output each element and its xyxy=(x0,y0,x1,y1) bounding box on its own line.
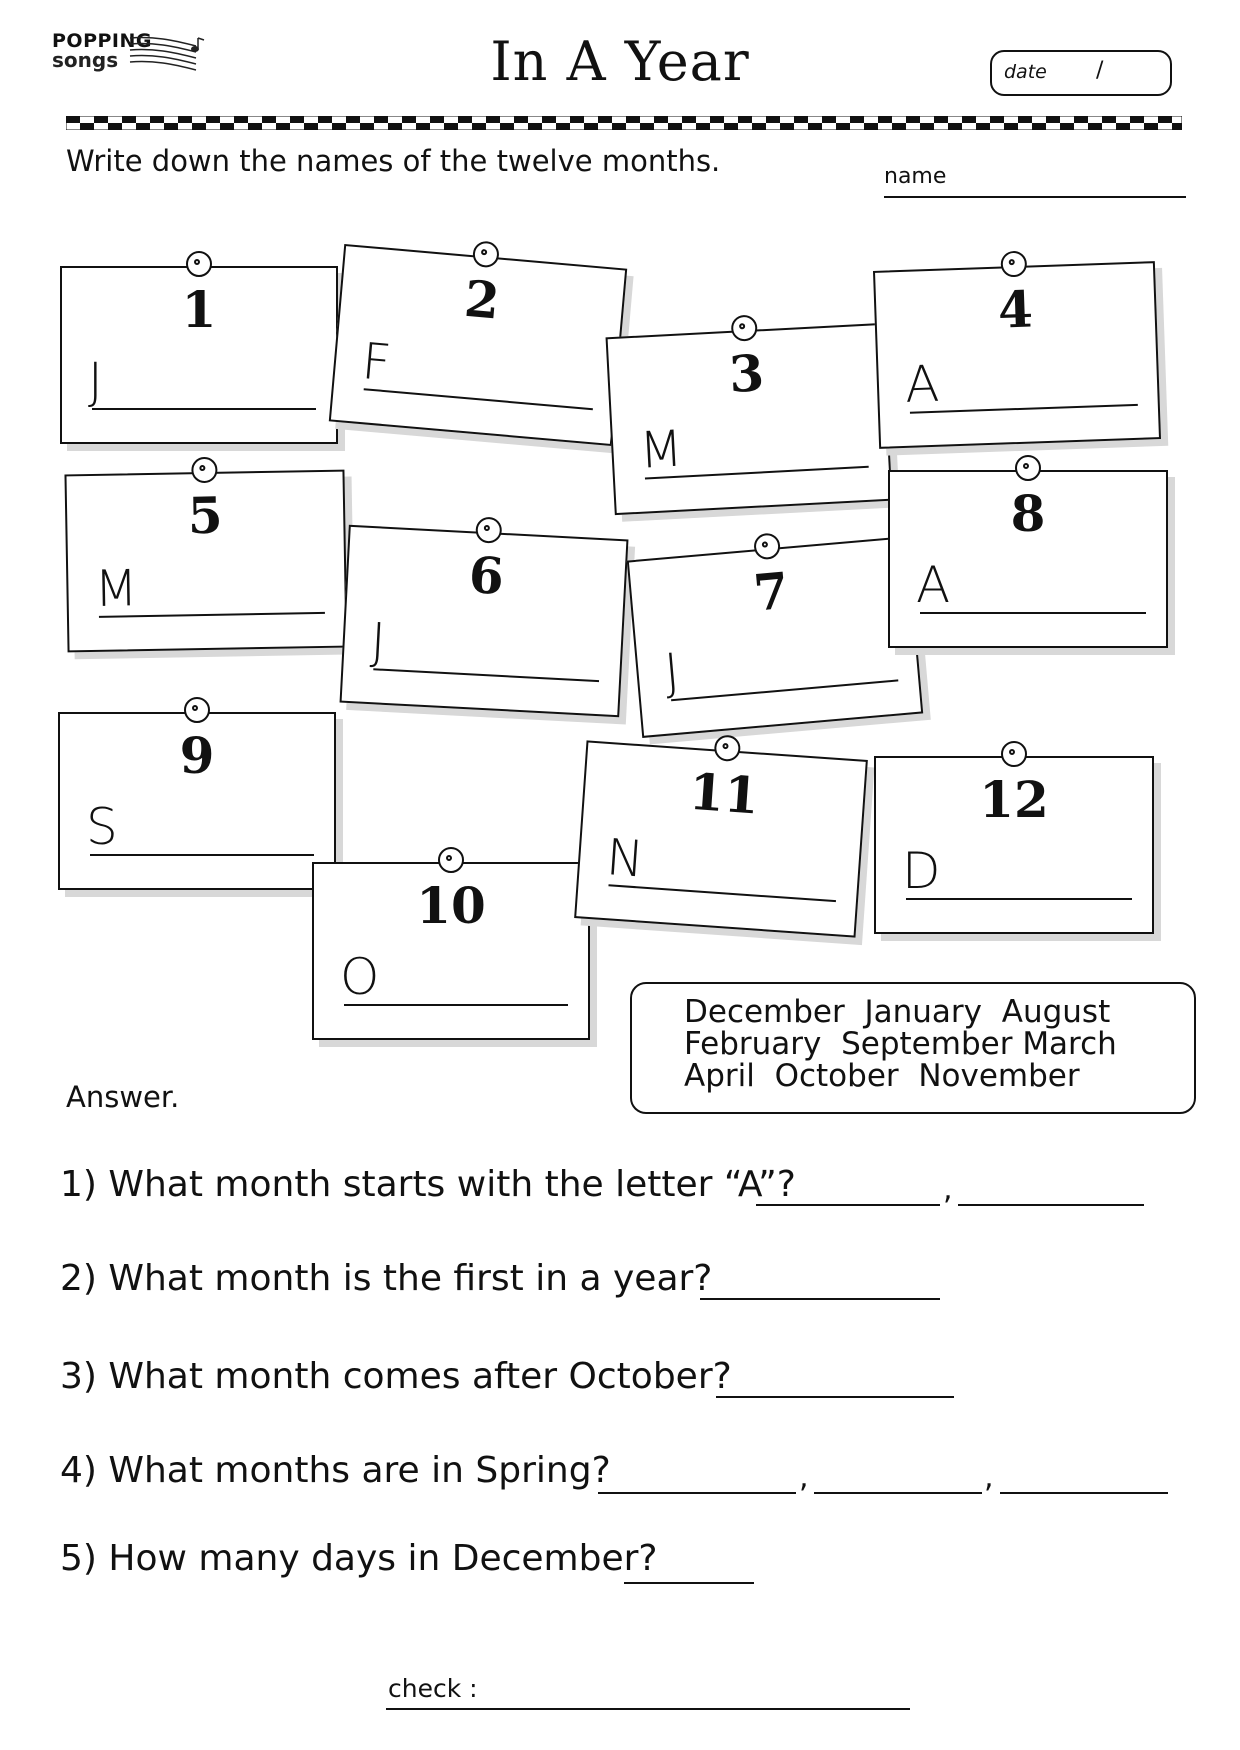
word-february: February xyxy=(684,1026,822,1062)
answer-line-1a[interactable] xyxy=(756,1204,940,1206)
hanger-ring-icon xyxy=(472,240,500,268)
month-card-8 xyxy=(888,470,1168,648)
card-answer-line[interactable] xyxy=(90,854,314,856)
word-september: September xyxy=(841,1026,1013,1062)
card-answer-line[interactable] xyxy=(364,388,593,410)
word-november: November xyxy=(918,1058,1080,1094)
logo-text-popping: POPPING xyxy=(52,30,152,52)
hanger-ring-icon xyxy=(186,251,212,277)
hanger-ring-icon xyxy=(475,516,502,543)
month-card-10 xyxy=(312,862,590,1040)
hanger-ring-icon xyxy=(753,532,781,560)
month-card-9 xyxy=(58,712,336,890)
date-label: date xyxy=(1004,61,1047,83)
answer-line-5[interactable] xyxy=(624,1582,754,1584)
card-answer-line[interactable] xyxy=(920,612,1146,614)
question-2: 2) What month is the first in a year? xyxy=(60,1258,713,1299)
answer-line-2[interactable] xyxy=(700,1298,940,1300)
card-letter: J xyxy=(369,612,388,671)
card-number: 8 xyxy=(1010,484,1046,543)
date-separator: / xyxy=(1096,58,1104,83)
card-number: 6 xyxy=(467,545,506,606)
name-answer-line[interactable] xyxy=(884,196,1186,198)
card-answer-line[interactable] xyxy=(608,884,836,902)
answer-line-1b[interactable] xyxy=(958,1204,1144,1206)
answer-line-3[interactable] xyxy=(716,1396,954,1398)
card-number: 12 xyxy=(979,770,1049,829)
month-card-11 xyxy=(574,740,868,937)
card-number: 9 xyxy=(179,726,215,785)
word-august: August xyxy=(1001,994,1111,1030)
question-3: 3) What month comes after October? xyxy=(60,1356,732,1397)
card-number: 10 xyxy=(416,876,486,935)
month-card-2 xyxy=(329,244,627,446)
answer-line-4b[interactable] xyxy=(814,1492,982,1494)
hanger-ring-icon xyxy=(1015,455,1041,481)
question-1: 1) What month starts with the letter “A”? xyxy=(60,1164,796,1205)
card-number: 5 xyxy=(187,485,224,546)
instruction-text: Write down the names of the twelve months. xyxy=(66,144,721,178)
hanger-ring-icon xyxy=(1001,741,1027,767)
card-letter: N xyxy=(604,828,646,889)
question-5: 5) How many days in December? xyxy=(60,1538,658,1579)
word-march: March xyxy=(1022,1026,1117,1062)
card-letter: S xyxy=(86,798,118,856)
answer-line-4a[interactable] xyxy=(598,1492,796,1494)
word-bank-row-3 xyxy=(684,1058,1080,1094)
card-letter: A xyxy=(916,556,951,614)
word-december: December xyxy=(684,994,845,1030)
card-answer-line[interactable] xyxy=(906,898,1132,900)
card-letter: J xyxy=(662,642,682,702)
word-bank-row-1 xyxy=(684,994,1110,1030)
month-card-12 xyxy=(874,756,1154,934)
card-letter: M xyxy=(93,559,139,618)
comma-separator: , xyxy=(943,1172,953,1207)
card-answer-line[interactable] xyxy=(671,679,898,701)
card-number: 7 xyxy=(751,560,791,623)
month-card-7 xyxy=(627,536,923,738)
card-letter: O xyxy=(340,948,380,1006)
word-april: April xyxy=(684,1058,755,1094)
hanger-ring-icon xyxy=(191,457,217,483)
word-january: January xyxy=(864,994,983,1030)
card-answer-line[interactable] xyxy=(344,1004,568,1006)
card-letter: F xyxy=(359,332,394,393)
card-number: 1 xyxy=(181,280,217,339)
checkered-divider xyxy=(66,116,1182,130)
word-bank-row-2 xyxy=(684,1026,1117,1062)
card-number: 4 xyxy=(996,279,1034,340)
month-card-1 xyxy=(60,266,338,444)
comma-separator: , xyxy=(984,1460,994,1495)
card-number: 3 xyxy=(727,343,766,404)
name-label: name xyxy=(884,164,947,189)
check-label: check : xyxy=(388,1674,478,1703)
month-card-5 xyxy=(64,470,347,653)
hanger-ring-icon xyxy=(438,847,464,873)
answer-line-4c[interactable] xyxy=(1000,1492,1168,1494)
card-number: 2 xyxy=(462,268,502,331)
check-line[interactable] xyxy=(386,1708,910,1710)
hanger-ring-icon xyxy=(731,314,758,341)
hanger-ring-icon xyxy=(184,697,210,723)
card-number: 11 xyxy=(687,761,761,826)
card-letter: M xyxy=(637,419,685,480)
word-october: October xyxy=(774,1058,899,1094)
card-answer-line[interactable] xyxy=(92,408,316,410)
card-letter: D xyxy=(902,842,941,900)
page-title: In A Year xyxy=(490,30,750,93)
card-answer-line[interactable] xyxy=(373,668,599,682)
word-bank xyxy=(630,982,1196,1114)
hanger-ring-icon xyxy=(713,734,741,762)
hanger-ring-icon xyxy=(1000,251,1027,278)
month-card-4 xyxy=(873,261,1161,449)
comma-separator: , xyxy=(799,1460,809,1495)
month-card-6 xyxy=(340,525,629,717)
answer-label: Answer. xyxy=(66,1080,180,1114)
card-answer-line[interactable] xyxy=(910,404,1138,414)
question-4: 4) What months are in Spring? xyxy=(60,1450,611,1491)
card-letter: A xyxy=(903,354,941,414)
month-card-3 xyxy=(606,323,893,515)
card-letter: J xyxy=(88,352,103,410)
logo-text-songs: songs xyxy=(52,48,119,72)
